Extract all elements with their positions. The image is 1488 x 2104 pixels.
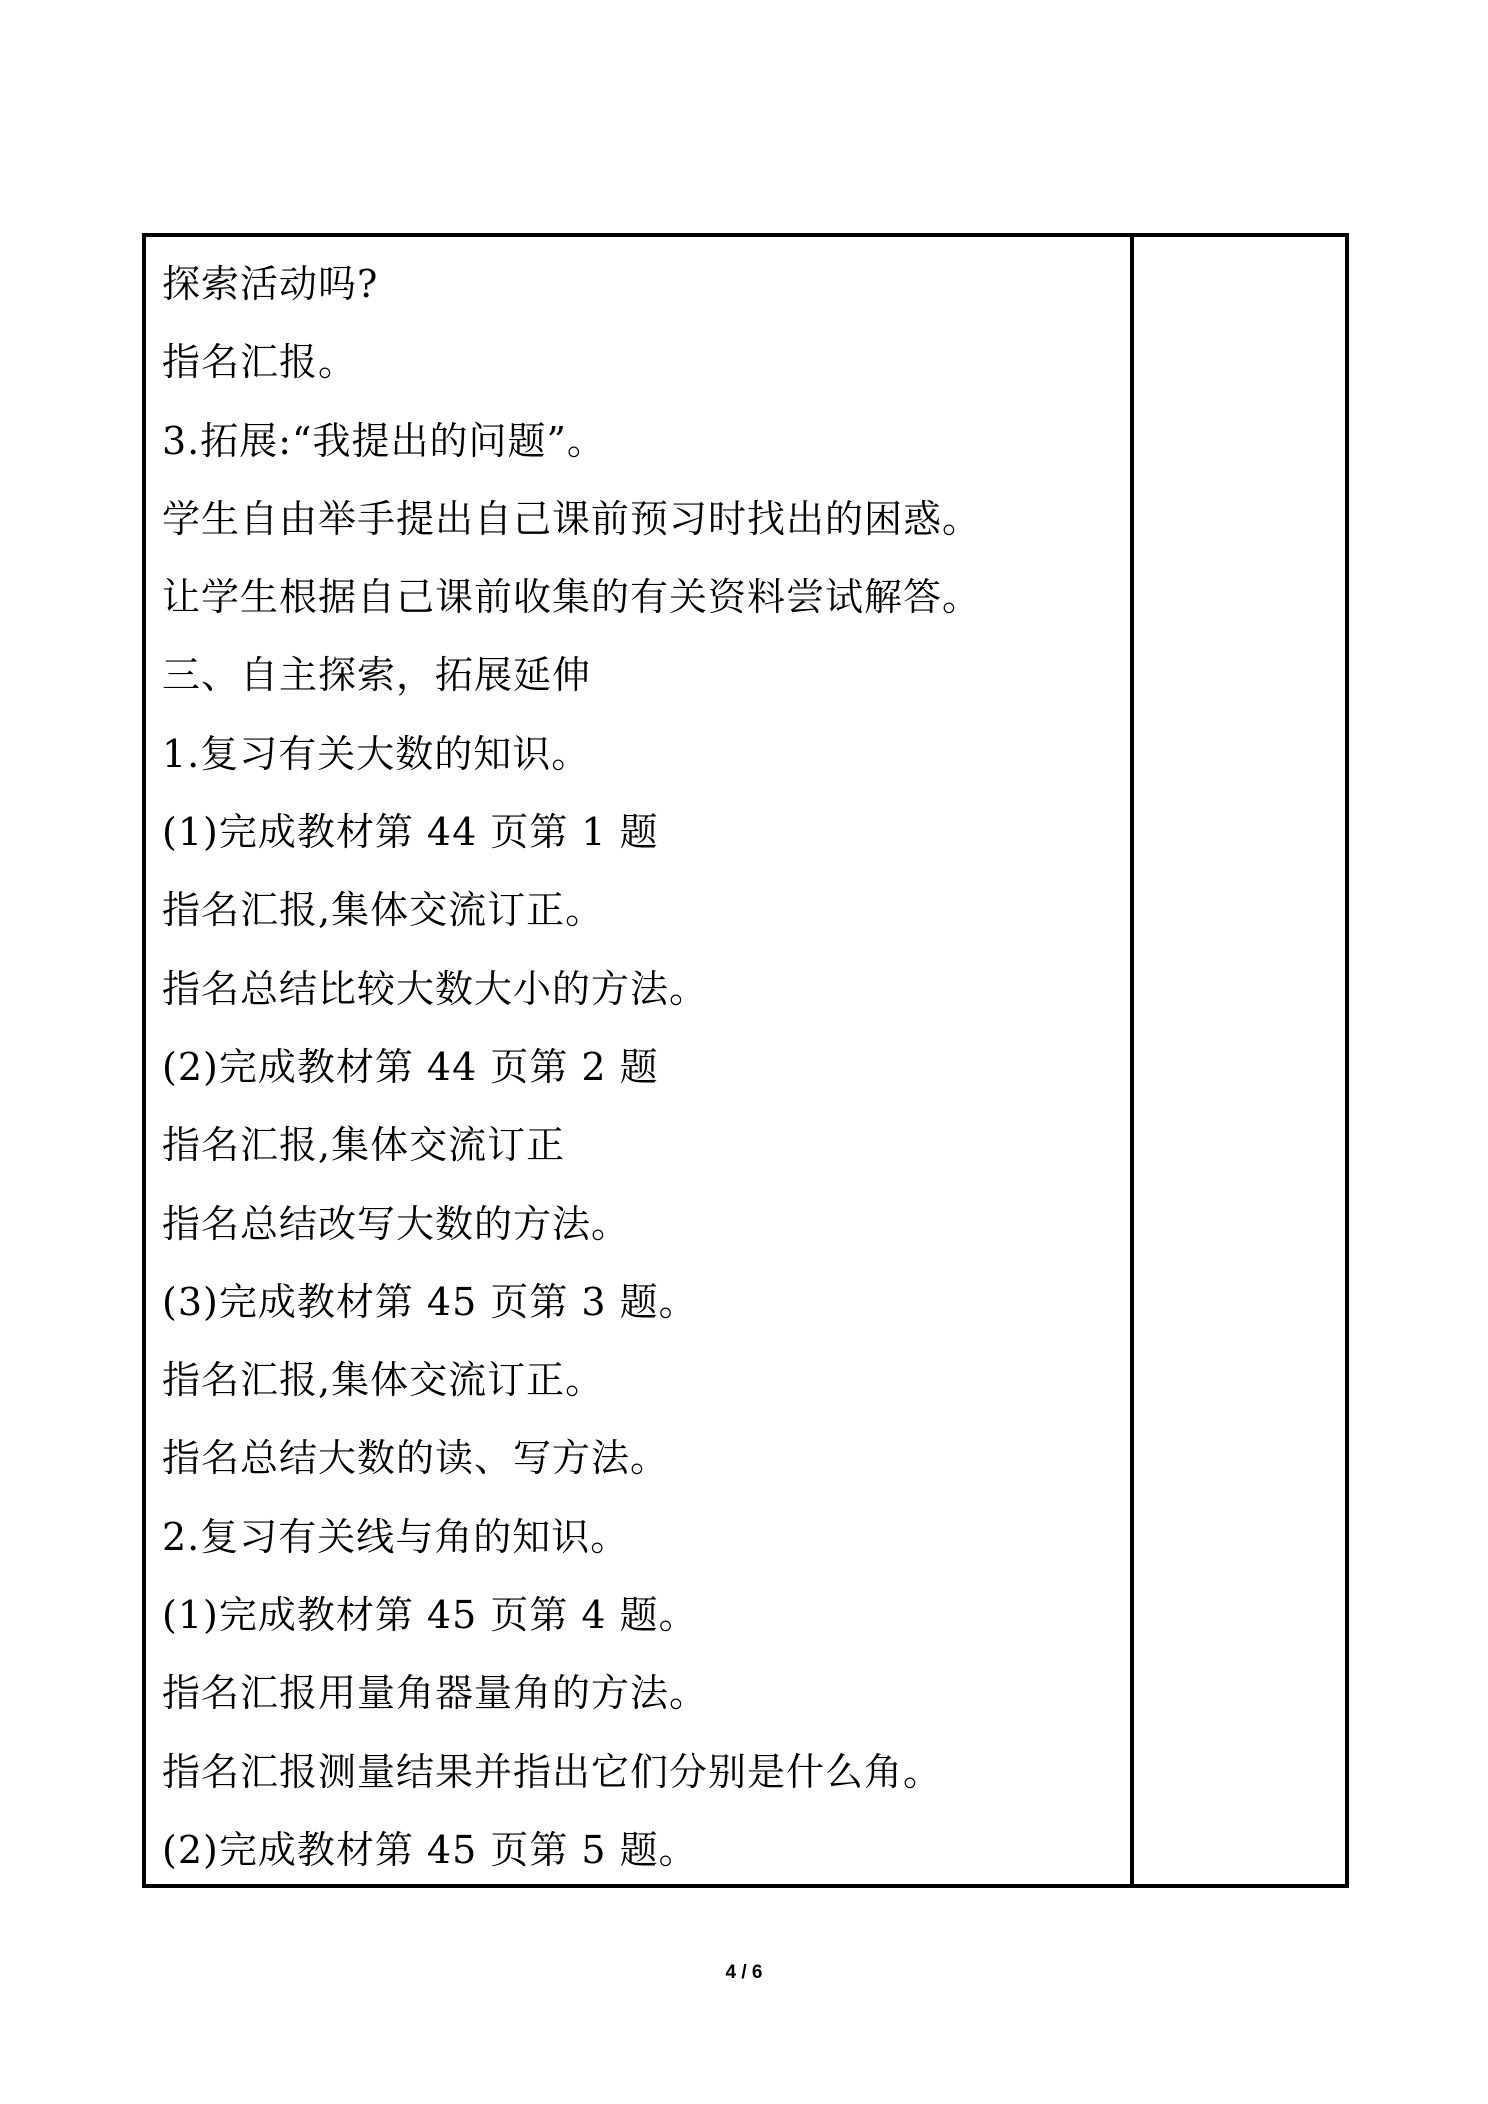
content-line: 指名总结大数的读、写方法。 [162,1436,670,1481]
content-line: (3)完成教材第 45 页第 3 题。 [162,1279,698,1324]
content-line: (2)完成教材第 45 页第 5 题。 [162,1827,698,1872]
page-indicator: 4 / 6 [725,1962,763,1983]
content-line: 学生自由举手提出自己课前预习时找出的困惑。 [162,496,982,541]
content-line: 指名汇报,集体交流订正。 [162,1358,605,1403]
content-line: 指名汇报测量结果并指出它们分别是什么角。 [162,1749,943,1794]
lesson-content-cell [146,237,1134,1884]
content-line: 指名汇报用量角器量角的方法。 [162,1671,709,1716]
notes-cell [1134,237,1345,1884]
content-line: (1)完成教材第 45 页第 4 题。 [162,1593,698,1638]
content-line: 指名总结改写大数的方法。 [162,1201,631,1246]
content-line: 让学生根据自己课前收集的有关资料尝试解答。 [162,575,982,620]
content-line: 2.复习有关线与角的知识。 [162,1514,630,1559]
content-line: 1.复习有关大数的知识。 [162,731,591,776]
content-line: 指名汇报,集体交流订正 [162,1123,566,1168]
content-line: 探索活动吗? [162,262,379,306]
content-line: (2)完成教材第 44 页第 2 题 [162,1044,659,1089]
content-line: (1)完成教材第 44 页第 1 题 [162,810,659,855]
content-line: 指名汇报,集体交流订正。 [162,888,605,933]
content-line: 指名汇报。 [162,340,358,385]
content-line: 3.拓展:“我提出的问题”。 [162,418,606,463]
section-heading: 三、自主探索，拓展延伸 [162,653,592,698]
lesson-table [142,233,1349,1888]
content-line: 指名总结比较大数大小的方法。 [162,966,709,1011]
